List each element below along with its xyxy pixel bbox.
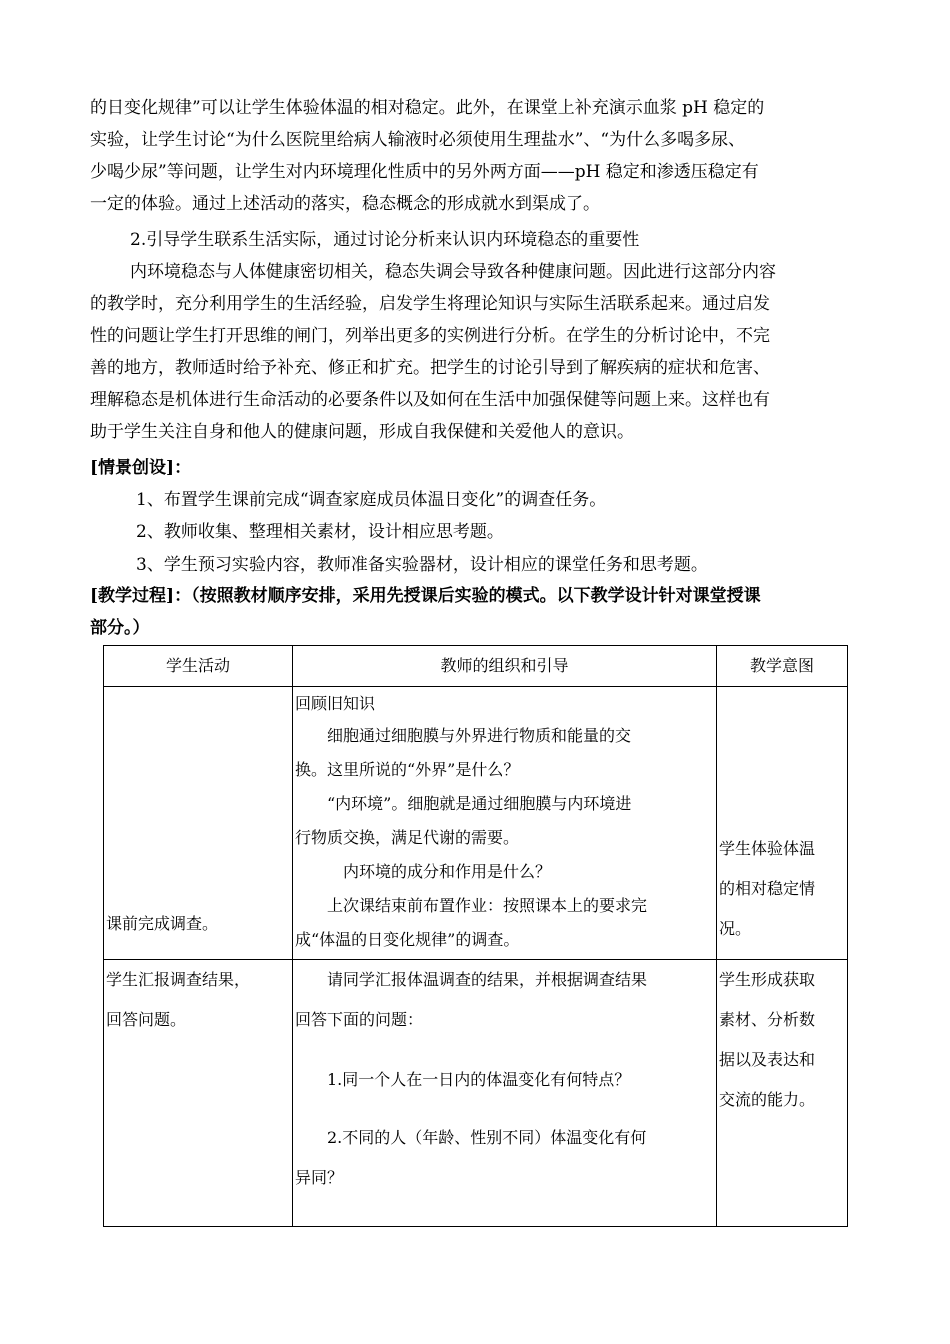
cell-text: 课前完成调查。: [106, 914, 219, 933]
text-line: 善的地方，教师适时给予补充、修正和扩充。把学生的讨论引导到了解疾病的症状和危害、: [90, 358, 770, 378]
cell-text: 学生体验体温: [719, 839, 816, 858]
cell-text: 素材、分析数: [719, 1010, 816, 1029]
text-line: 内环境稳态与人体健康密切相关，稳态失调会导致各种健康问题。因此进行这部分内容: [130, 262, 776, 282]
cell-text: 的相对稳定情: [719, 879, 816, 898]
cell-text: 交流的能力。: [719, 1090, 816, 1109]
cell-text: 学生形成获取: [719, 970, 816, 989]
cell-text: 行物质交换，满足代谢的需要。: [295, 828, 520, 847]
header-teaching-intent: 教学意图: [717, 646, 848, 687]
teaching-intent-cell: [717, 960, 848, 1227]
header-teacher-guidance: 教师的组织和引导: [293, 646, 717, 687]
text-line: 实验，让学生讨论“为什么医院里给病人输液时必须使用生理盐水”、“为什么多喝多尿、: [90, 130, 746, 150]
teacher-guidance-cell: [293, 687, 717, 960]
scenario-item-1: 1、布置学生课前完成“调查家庭成员体温日变化”的调查任务。: [136, 490, 607, 510]
cell-text: 1.同一个人在一日内的体温变化有何特点？: [295, 1070, 631, 1089]
table-row: [104, 687, 848, 960]
scenario-item-2: 2、教师收集、整理相关素材，设计相应思考题。: [136, 522, 504, 542]
lesson-plan-table: [103, 645, 848, 1227]
teaching-intent-cell: [717, 687, 848, 960]
header-student-activity: 学生活动: [104, 646, 293, 687]
text-line: 部分。）: [90, 618, 150, 638]
cell-text: 2.不同的人（年龄、性别不同）体温变化有何: [295, 1128, 647, 1147]
cell-text: 内环境的成分和作用是什么？: [295, 862, 552, 881]
cell-text: 细胞通过细胞膜与外界进行物质和能量的交: [295, 726, 632, 745]
cell-text: 况。: [719, 919, 752, 938]
cell-text: 回答下面的问题：: [295, 1010, 424, 1029]
cell-text: 异同？: [295, 1168, 344, 1187]
text-line: 助于学生关注自身和他人的健康问题，形成自我保健和关爱他人的意识。: [90, 422, 634, 442]
student-activity-cell: [104, 960, 293, 1227]
text-line: [教学过程]：（按照教材顺序安排，采用先授课后实验的模式。以下教学设计针对课堂授课: [90, 586, 761, 606]
text-line: 一定的体验。通过上述活动的落实，稳态概念的形成就水到渠成了。: [90, 194, 600, 214]
cell-text: 成“体温的日变化规律”的调查。: [295, 930, 520, 949]
text-line: 的教学时，充分利用学生的生活经验，启发学生将理论知识与实际生活联系起来。通过启发: [90, 294, 770, 314]
cell-text: 学生汇报调查结果，: [106, 970, 251, 989]
paragraph-body-2: [90, 256, 860, 448]
subheading-2: 2.引导学生联系生活实际，通过讨论分析来认识内环境稳态的重要性: [130, 230, 640, 250]
cell-text: 换。这里所说的“外界”是什么？: [295, 760, 520, 779]
process-heading: [90, 580, 860, 644]
text-line: 少喝少尿”等问题，让学生对内环境理化性质中的另外两方面——pH 稳定和渗透压稳定有: [90, 162, 759, 182]
cell-text: 回顾旧知识: [295, 694, 376, 713]
teacher-guidance-cell: [293, 960, 717, 1227]
text-line: 性的问题让学生打开思维的闸门，列举出更多的实例进行分析。在学生的分析讨论中，不完: [90, 326, 770, 346]
text-line: 的日变化规律”可以让学生体验体温的相对稳定。此外，在课堂上补充演示血浆 pH 稳定的: [90, 98, 765, 118]
table-header-row: [104, 646, 848, 687]
scenario-heading: [情景创设]：: [90, 458, 192, 478]
cell-text: 请同学汇报体温调查的结果，并根据调查结果: [295, 970, 648, 989]
table-row: [104, 960, 848, 1227]
cell-text: “内环境”。细胞就是通过细胞膜与内环境进: [295, 794, 632, 813]
cell-text: 上次课结束前布置作业：按照课本上的要求完: [295, 896, 648, 915]
student-activity-cell: [104, 687, 293, 960]
paragraph-body-1: [90, 92, 860, 220]
scenario-item-3: 3、学生预习实验内容，教师准备实验器材，设计相应的课堂任务和思考题。: [136, 555, 708, 575]
cell-text: 回答问题。: [106, 1010, 187, 1029]
cell-text: [295, 1104, 714, 1118]
cell-text: 据以及表达和: [719, 1050, 816, 1069]
cell-text: [295, 1040, 714, 1060]
text-line: 理解稳态是机体进行生命活动的必要条件以及如何在生活中加强保健等问题上来。这样也有: [90, 390, 770, 410]
